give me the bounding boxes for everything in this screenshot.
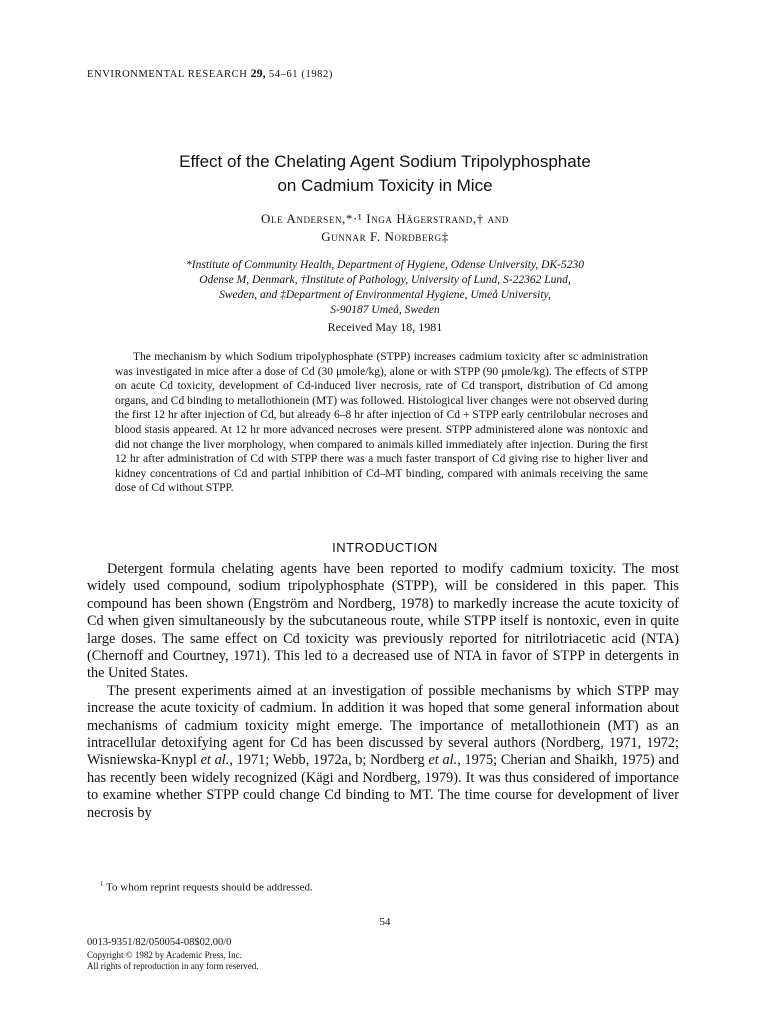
abstract: The mechanism by which Sodium tripolyphosphate (STPP) increases cadmium toxicity after sc administration was investigated in mice after a dose of Cd (30 μmole/kg), alone or with STPP (90 μmole/kg). The effects of STPP on acute Cd toxicity, development of Cd-induced liver necrosis, rate of Cd transport, distribution of Cd among organs, and Cd binding to metallothionein (MT) was followed. Histological liver changes were not observed during the first 12 hr after injection of Cd, but already 6–8 hr after injection of Cd + STPP early centrilobular necroses and blood stasis appeared. At 12 hr more advanced necroses were present. STPP administered alone was nontoxic and did not change the liver morphology, when compared to animals killed immediately after injection. During the first 12 hr after administration of Cd with STPP there was a much faster transport of Cd giving rise to higher liver and kidney concentrations of Cd and partial inhibition of Cd–MT binding, compared with animals receiving the same dose of Cd without STPP. xyxy=(115,351,648,495)
title-line: Effect of the Chelating Agent Sodium Tripolyphosphate xyxy=(179,152,591,171)
et-al-italic: et al. xyxy=(200,752,230,769)
author-list xyxy=(90,210,680,246)
journal-volume: 29, xyxy=(250,66,266,80)
copyright-block xyxy=(87,936,258,972)
title-line: on Cadmium Toxicity in Mice xyxy=(277,176,493,195)
copyright-line: Copyright © 1982 by Academic Press, Inc. xyxy=(87,950,242,960)
journal-header xyxy=(87,66,333,81)
paragraph-text: , 1971; Webb, 1972a, b; Nordberg xyxy=(229,752,429,769)
paragraph-text: , 1975; Cherian and Shaikh, 1975) and has recently been widely recognized (Kägi and Nordberg, 1979). It was thus considered of importance to examine whether STPP could change Cd binding to MT. The time course for development of liver necrosis by xyxy=(87,752,679,821)
journal-pages-year: 54–61 (1982) xyxy=(268,69,333,80)
section-heading: INTRODUCTION xyxy=(332,540,438,555)
paragraph: Detergent formula chelating agents have been reported to modify cadmium toxicity. The most widely used compound, sodium tripolyphosphate (STPP), will be considered in this paper. This compound has been shown (Engström and Nordberg, 1978) to markedly increase the acute toxicity of Cd when given simultaneously by the subcutaneous route, while STPP itself is nontoxic, even in quite large doses. The same effect on Cd toxicity was previously reported for nitrilotriacetic acid (NTA) (Chernoff and Courtney, 1971). This led to a decreased use of NTA in favor of STPP in detergents in the United States. xyxy=(87,561,679,682)
affiliation-line: S-90187 Umeå, Sweden xyxy=(330,304,440,316)
page-number: 54 xyxy=(379,916,391,928)
paragraph xyxy=(87,683,679,822)
author-line: Ole Andersen,*·¹ Inga Hägerstrand,† and xyxy=(261,211,509,226)
footnote-text: To whom reprint requests should be addressed. xyxy=(103,881,313,894)
affiliation-line: *Institute of Community Health, Department of Hygiene, Odense University, DK-5230 xyxy=(186,259,584,271)
affiliation-line: Odense M, Denmark, †Institute of Pathology, University of Lund, S-22362 Lund, xyxy=(199,274,571,286)
footnote xyxy=(100,880,313,894)
et-al-italic: et al. xyxy=(428,752,458,769)
rights-line: All rights of reproduction in any form reserved. xyxy=(87,961,259,971)
body-text xyxy=(87,561,679,822)
footnote-marker: 1 xyxy=(100,880,104,888)
author-line: Gunnar F. Nordberg‡ xyxy=(321,229,449,244)
received-date: Received May 18, 1981 xyxy=(327,320,443,334)
article-code: 0013-9351/82/050054-08$02.00/0 xyxy=(87,937,232,948)
affiliation-line: Sweden, and ‡Department of Environmental Hygiene, Umeå University, xyxy=(219,289,551,301)
paragraph-text: The present experiments aimed at an investigation of possible mechanisms by which STPP may increase the acute toxicity of cadmium. In addition it was hoped that some general information about mechanisms of cadmium toxicity might emerge. The importance of metallothionein (MT) as an intracellular detoxifying agent for Cd has been discussed by several authors (Nordberg, 1971, 1972; Wisniewska-Knypl xyxy=(87,682,679,769)
journal-name: ENVIRONMENTAL RESEARCH xyxy=(87,69,248,80)
paper-title xyxy=(90,150,680,198)
affiliations xyxy=(100,258,670,318)
